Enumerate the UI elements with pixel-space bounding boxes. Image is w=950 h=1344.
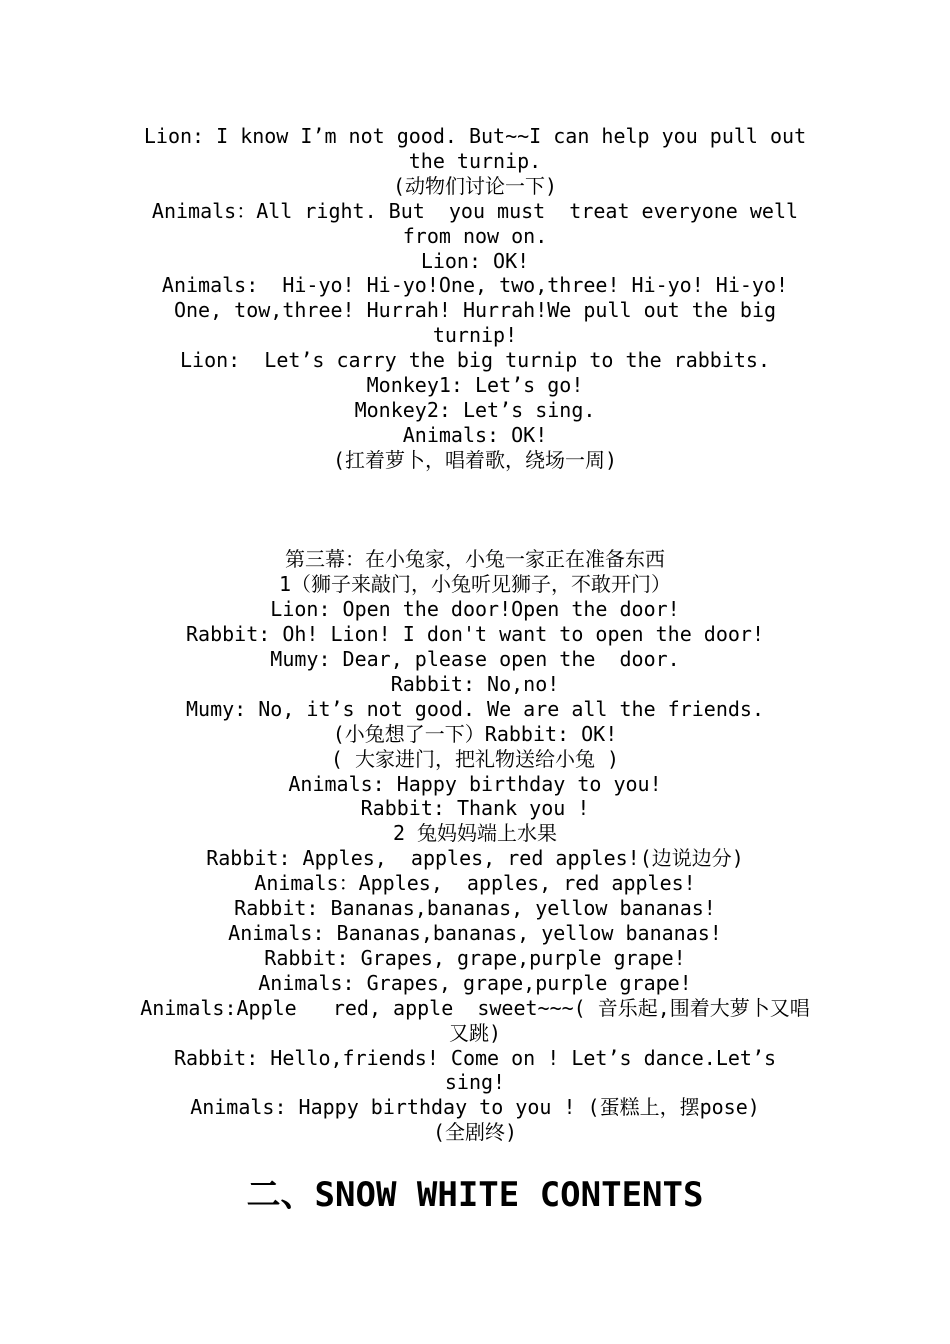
script-line: (小兔想了一下）Rabbit: OK! bbox=[332, 721, 618, 746]
script-line: Animals：All right. But you must treat everyone well from now on. bbox=[151, 198, 811, 248]
script-line: Animals: Grapes, grape,purple grape! bbox=[258, 970, 692, 995]
script-line: Animals：Apples, apples, red apples! bbox=[254, 871, 696, 896]
section-title: 二、SNOW WHITE CONTENTS bbox=[246, 1175, 704, 1215]
script-line: Rabbit: No,no! bbox=[390, 671, 560, 696]
script-body bbox=[140, 124, 819, 1145]
script-line: Rabbit: Apples, apples, red apples!(边说边分) bbox=[206, 846, 744, 871]
script-line: Mumy: Dear, please open the door. bbox=[270, 647, 680, 671]
script-line: Animals:Apple red, apple sweet~~~( 音乐起,围着大萝卜又唱又跳) bbox=[140, 995, 810, 1045]
script-line: Monkey2: Let’s sing. bbox=[354, 397, 596, 422]
script-line: Animals: Happy birthday to you ! (蛋糕上，摆pose) bbox=[190, 1095, 760, 1120]
script-line: Rabbit: Bananas,bananas, yellow bananas! bbox=[234, 896, 716, 921]
script-line: Lion: Open the door!Open the door! bbox=[270, 597, 680, 622]
script-line: Rabbit: Grapes, grape,purple grape! bbox=[264, 945, 686, 970]
script-line: Lion: Let’s carry the big turnip to the rabbits. bbox=[179, 348, 770, 373]
script-line: Rabbit: Oh! Lion! I don't want to open the door! bbox=[186, 622, 764, 647]
stage-direction: (动物们讨论一下) bbox=[392, 173, 558, 198]
script-line: Animals: Hi-yo! Hi-yo!One, two,three! Hi-yo! Hi-yo! One, tow,three! Hurrah! Hurrah!We pull out the big turnip! bbox=[161, 273, 801, 348]
script-line: Lion: OK! bbox=[420, 248, 530, 273]
stage-direction: 2 兔妈妈端上水果 bbox=[392, 821, 558, 846]
stage-direction: (扛着萝卜，唱着歌，绕场一周) bbox=[332, 447, 618, 472]
paragraph-gap bbox=[140, 473, 810, 548]
script-line: Monkey1: Let’s go! bbox=[366, 373, 584, 398]
scene-heading: 第三幕：在小兔家，小兔一家正在准备东西 bbox=[285, 547, 665, 572]
script-line: Rabbit: Thank you ! bbox=[360, 796, 590, 821]
stage-direction: (全剧终) bbox=[432, 1120, 518, 1145]
stage-direction: 1（狮子来敲门，小兔听见狮子，不敢开门） bbox=[278, 572, 672, 597]
script-line: Lion: I know I’m not good. But~~I can help you pull out the turnip. bbox=[143, 124, 819, 173]
script-line: Mumy: No, it’s not good. We are all the friends. bbox=[186, 696, 764, 721]
script-line: Animals: Bananas,bananas, yellow bananas! bbox=[228, 920, 722, 945]
script-line: Animals: Happy birthday to you! bbox=[288, 771, 662, 796]
stage-direction: ( 大家进门，把礼物送给小兔 ) bbox=[330, 746, 620, 771]
script-line: Rabbit: Hello,friends! Come on ! Let’s dance.Let’s sing! bbox=[173, 1045, 789, 1095]
script-line: Animals: OK! bbox=[402, 422, 548, 447]
